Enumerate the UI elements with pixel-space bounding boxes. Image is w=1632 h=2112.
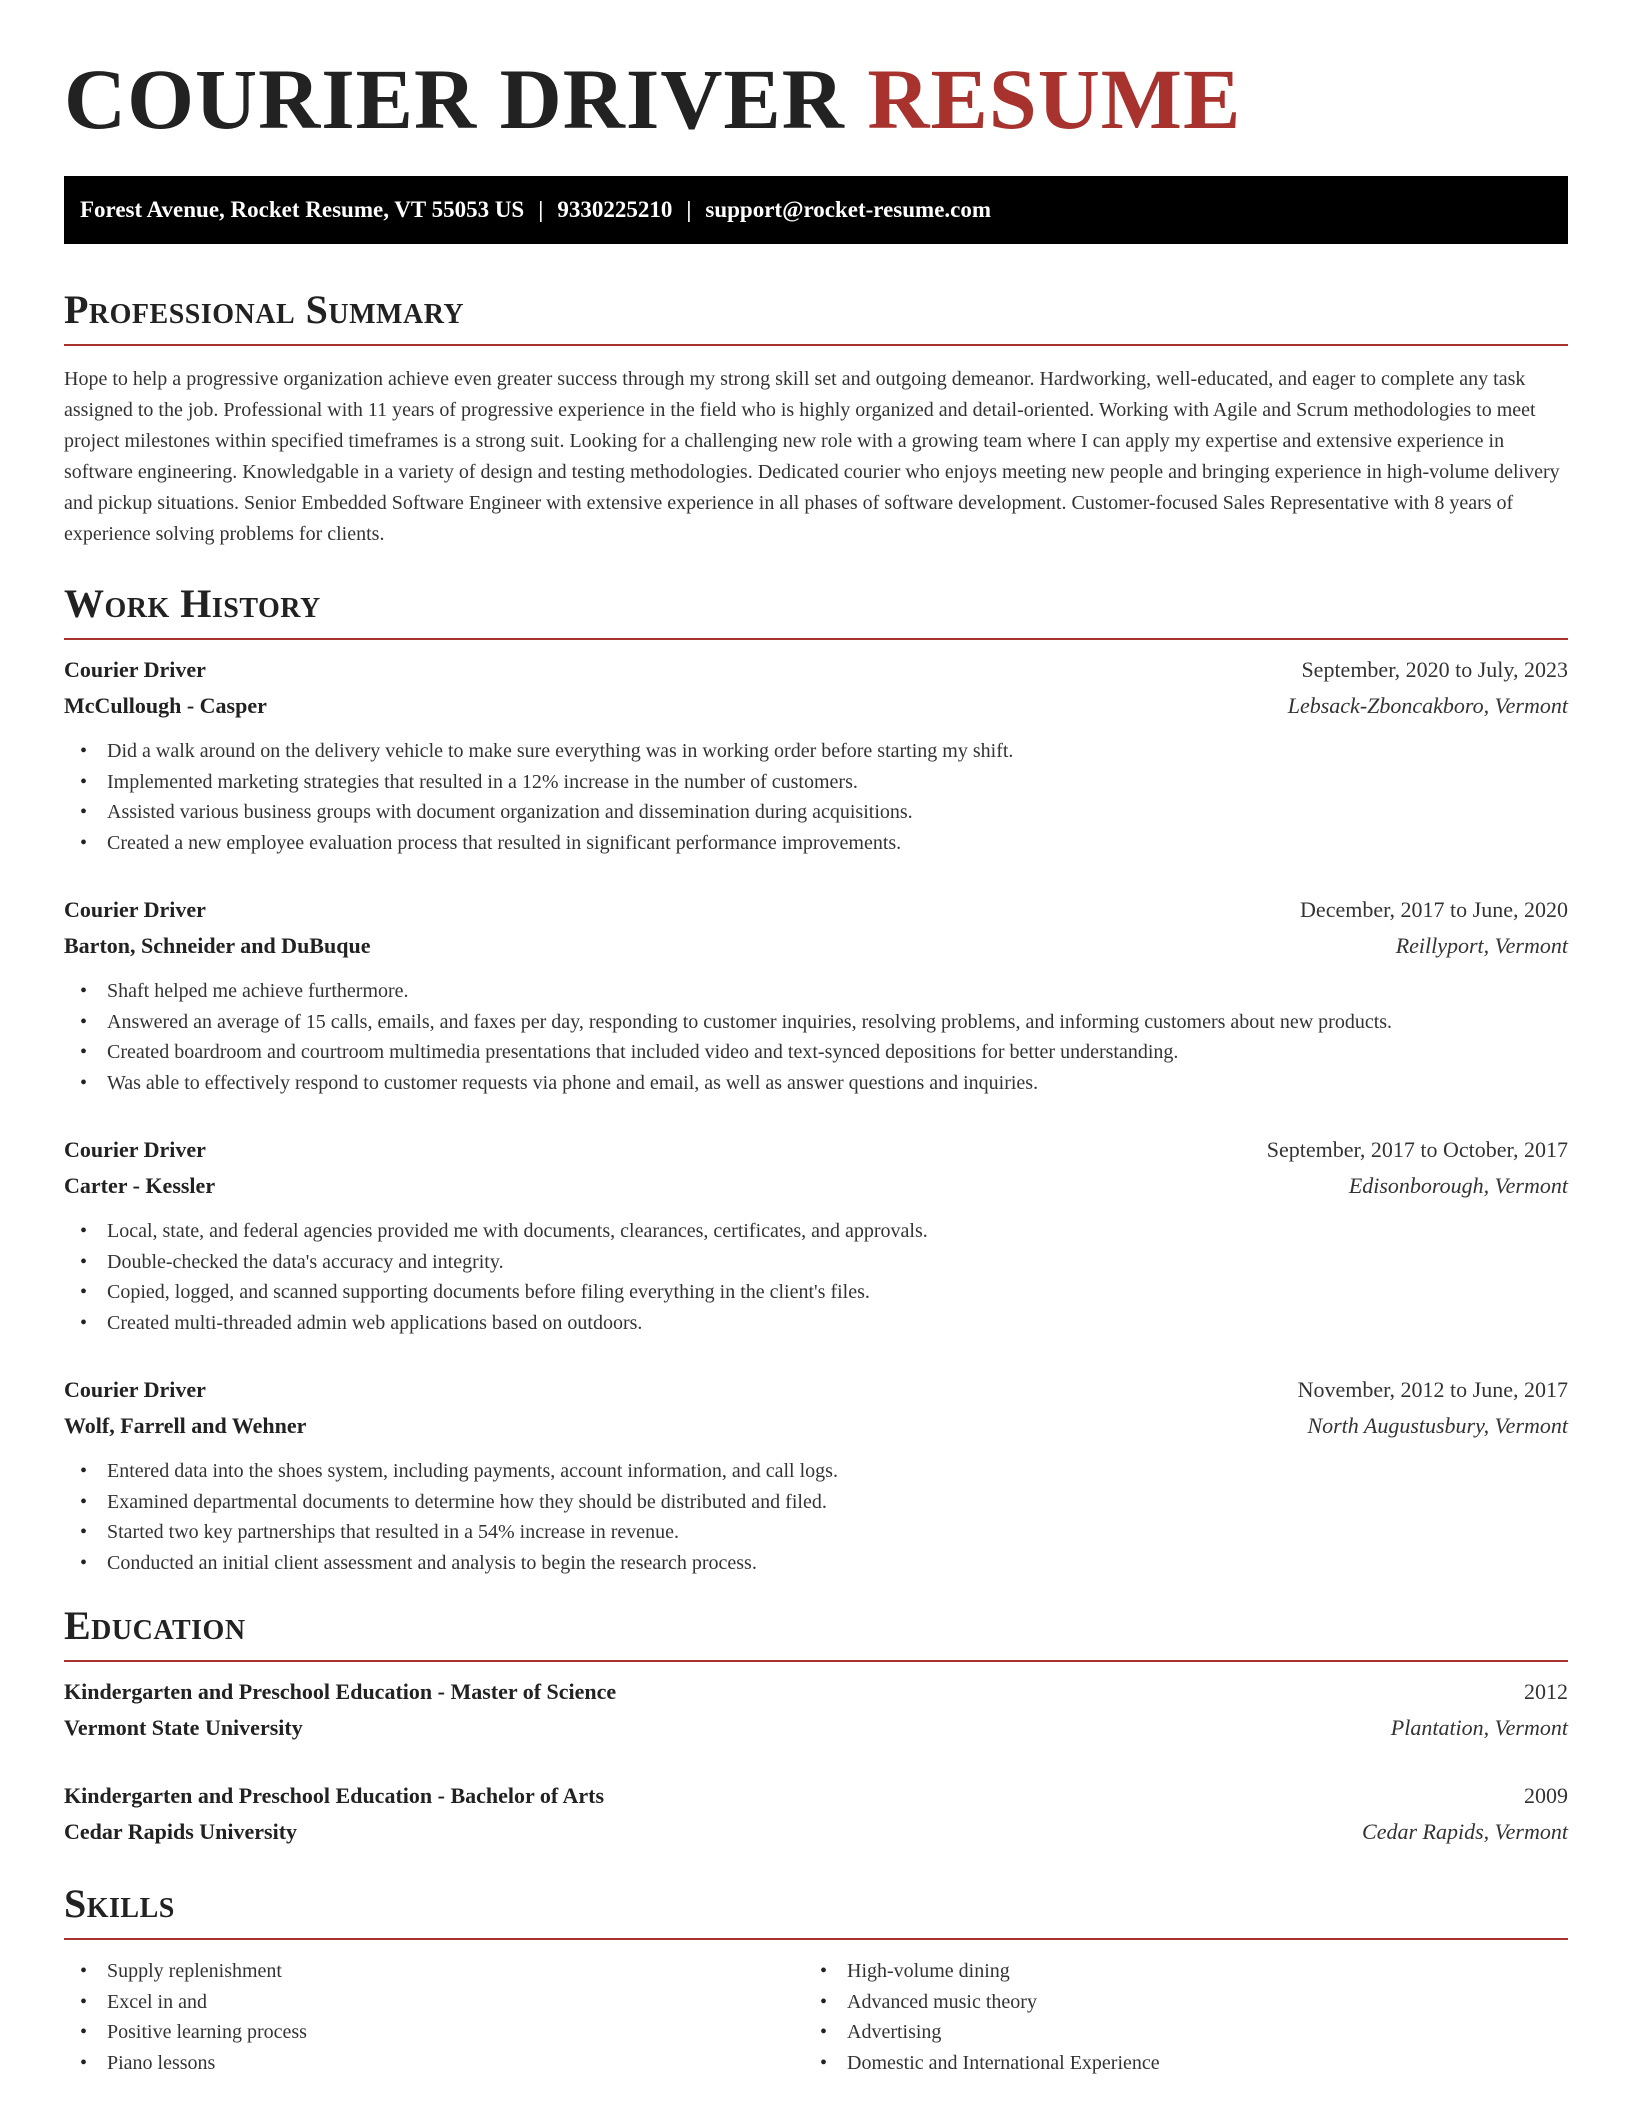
job-bullets	[64, 736, 1568, 858]
skill-item: • Advanced music theory	[804, 1987, 1544, 2018]
education-section	[64, 1602, 1568, 1850]
job-title: Courier Driver	[64, 657, 206, 682]
summary-text: Hope to help a progressive organization achieve even greater success through my strong skill set and outgoing demeanor. Hardworking, well-educated, and eager to complete any task assigned to the job. Professional with 11 years of progressive experience in the field who is highly organized and detail-oriented. Working with Agile and Scrum methodologies to meet project milestones within specified timeframes is a strong suit. Looking for a challenging new role with a growing team where I can apply my expertise and extensive experience in software engineering. Knowledgable in a variety of design and testing methodologies. Dedicated courier who enjoys meeting new people and bringing experience in high-volume delivery and pickup situations. Senior Embedded Software Engineer with extensive experience in all phases of software development. Customer-focused Sales Representative with 8 years of experience solving problems for clients.	[64, 368, 1560, 545]
job-company: Carter - Kessler	[64, 1173, 216, 1198]
job-company: Barton, Schneider and DuBuque	[64, 933, 371, 958]
job-title: Courier Driver	[64, 1137, 206, 1162]
resume-title-accent: RESUME	[867, 51, 1242, 147]
contact-separator: |	[686, 197, 692, 222]
contact-address: Forest Avenue, Rocket Resume, VT 55053 US	[80, 197, 525, 222]
education-year: 2012	[1524, 1679, 1568, 1704]
education-degree: Kindergarten and Preschool Education - Bachelor of Arts	[64, 1783, 605, 1808]
contact-bar	[64, 176, 1568, 244]
summary-section	[64, 286, 1568, 550]
contact-separator: |	[538, 197, 544, 222]
skills-grid	[64, 1956, 1568, 2078]
section-heading: Work History	[64, 581, 321, 626]
contact-email: support@rocket-resume.com	[705, 197, 992, 222]
section-heading: Professional Summary	[64, 287, 465, 332]
education-year: 2009	[1524, 1783, 1568, 1808]
job-location: Lebsack-Zboncakboro, Vermont	[1287, 693, 1568, 718]
list-item: • Assisted various business groups with document organization and dissemination during acquisitions.	[64, 797, 1568, 828]
list-item: • Answered an average of 15 calls, emails, and faxes per day, responding to customer inquiries, resolving problems, and informing customers about new products.	[64, 1007, 1568, 1038]
list-item: • Local, state, and federal agencies provided me with documents, clearances, certificates, and approvals.	[64, 1216, 1568, 1247]
job-title: Courier Driver	[64, 1377, 206, 1402]
job-title: Courier Driver	[64, 897, 206, 922]
list-item: • Copied, logged, and scanned supporting documents before filing everything in the client's files.	[64, 1277, 1568, 1308]
education-location: Cedar Rapids, Vermont	[1362, 1819, 1568, 1844]
skills-list	[804, 1956, 1544, 2078]
job-location: North Augustusbury, Vermont	[1307, 1413, 1568, 1438]
education-location: Plantation, Vermont	[1390, 1715, 1568, 1740]
job-dates: September, 2020 to July, 2023	[1301, 657, 1568, 682]
job-bullets	[64, 976, 1568, 1098]
skill-item: • Domestic and International Experience	[804, 2048, 1544, 2079]
list-item: • Shaft helped me achieve furthermore.	[64, 976, 1568, 1007]
skill-item: • Supply replenishment	[64, 1956, 804, 1987]
job-company: McCullough - Casper	[64, 693, 267, 718]
job-company: Wolf, Farrell and Wehner	[64, 1413, 307, 1438]
work-history-section	[64, 580, 1568, 1578]
job-entry	[64, 1132, 1568, 1338]
job-bullets	[64, 1456, 1568, 1578]
contact-phone: 9330225210	[557, 197, 673, 222]
job-dates: September, 2017 to October, 2017	[1266, 1137, 1568, 1162]
job-dates: November, 2012 to June, 2017	[1297, 1377, 1568, 1402]
education-school: Cedar Rapids University	[64, 1819, 298, 1844]
skill-item: • High-volume dining	[804, 1956, 1544, 1987]
job-location: Reillyport, Vermont	[1395, 933, 1568, 958]
skill-item: • Advertising	[804, 2017, 1544, 2048]
education-degree: Kindergarten and Preschool Education - Master of Science	[64, 1679, 617, 1704]
list-item: • Did a walk around on the delivery vehicle to make sure everything was in working order before starting my shift.	[64, 736, 1568, 767]
list-item: • Conducted an initial client assessment and analysis to begin the research process.	[64, 1548, 1568, 1579]
job-entry	[64, 652, 1568, 858]
job-location: Edisonborough, Vermont	[1348, 1173, 1568, 1198]
resume-page	[64, 0, 1568, 2078]
section-heading: Education	[64, 1603, 246, 1648]
section-divider	[64, 1660, 1568, 1662]
list-item: • Created multi-threaded admin web applications based on outdoors.	[64, 1308, 1568, 1339]
section-divider	[64, 638, 1568, 640]
list-item: • Examined departmental documents to determine how they should be distributed and filed.	[64, 1487, 1568, 1518]
list-item: • Implemented marketing strategies that resulted in a 12% increase in the number of customers.	[64, 767, 1568, 798]
job-bullets	[64, 1216, 1568, 1338]
skill-item: • Excel in and	[64, 1987, 804, 2018]
skills-section	[64, 1880, 1568, 2078]
skills-column-left	[64, 1956, 804, 2078]
list-item: • Entered data into the shoes system, including payments, account information, and call logs.	[64, 1456, 1568, 1487]
resume-title-main: COURIER DRIVER	[64, 51, 845, 147]
list-item: • Created boardroom and courtroom multimedia presentations that included video and text-synced depositions for better understanding.	[64, 1037, 1568, 1068]
list-item: • Double-checked the data's accuracy and integrity.	[64, 1247, 1568, 1278]
list-item: • Started two key partnerships that resulted in a 54% increase in revenue.	[64, 1517, 1568, 1548]
job-entry	[64, 1372, 1568, 1578]
job-entry	[64, 892, 1568, 1098]
section-divider	[64, 1938, 1568, 1940]
education-school: Vermont State University	[64, 1715, 303, 1740]
list-item: • Created a new employee evaluation process that resulted in significant performance improvements.	[64, 828, 1568, 859]
section-heading: Skills	[64, 1881, 175, 1926]
list-item: • Was able to effectively respond to customer requests via phone and email, as well as answer questions and inquiries.	[64, 1068, 1568, 1099]
resume-title	[64, 0, 1568, 147]
section-divider	[64, 344, 1568, 346]
education-entry	[64, 1674, 1568, 1746]
skill-item: • Piano lessons	[64, 2048, 804, 2079]
education-entry	[64, 1778, 1568, 1850]
skills-column-right	[804, 1956, 1544, 2078]
skill-item: • Positive learning process	[64, 2017, 804, 2048]
skills-list	[64, 1956, 804, 2078]
job-dates: December, 2017 to June, 2020	[1300, 897, 1568, 922]
